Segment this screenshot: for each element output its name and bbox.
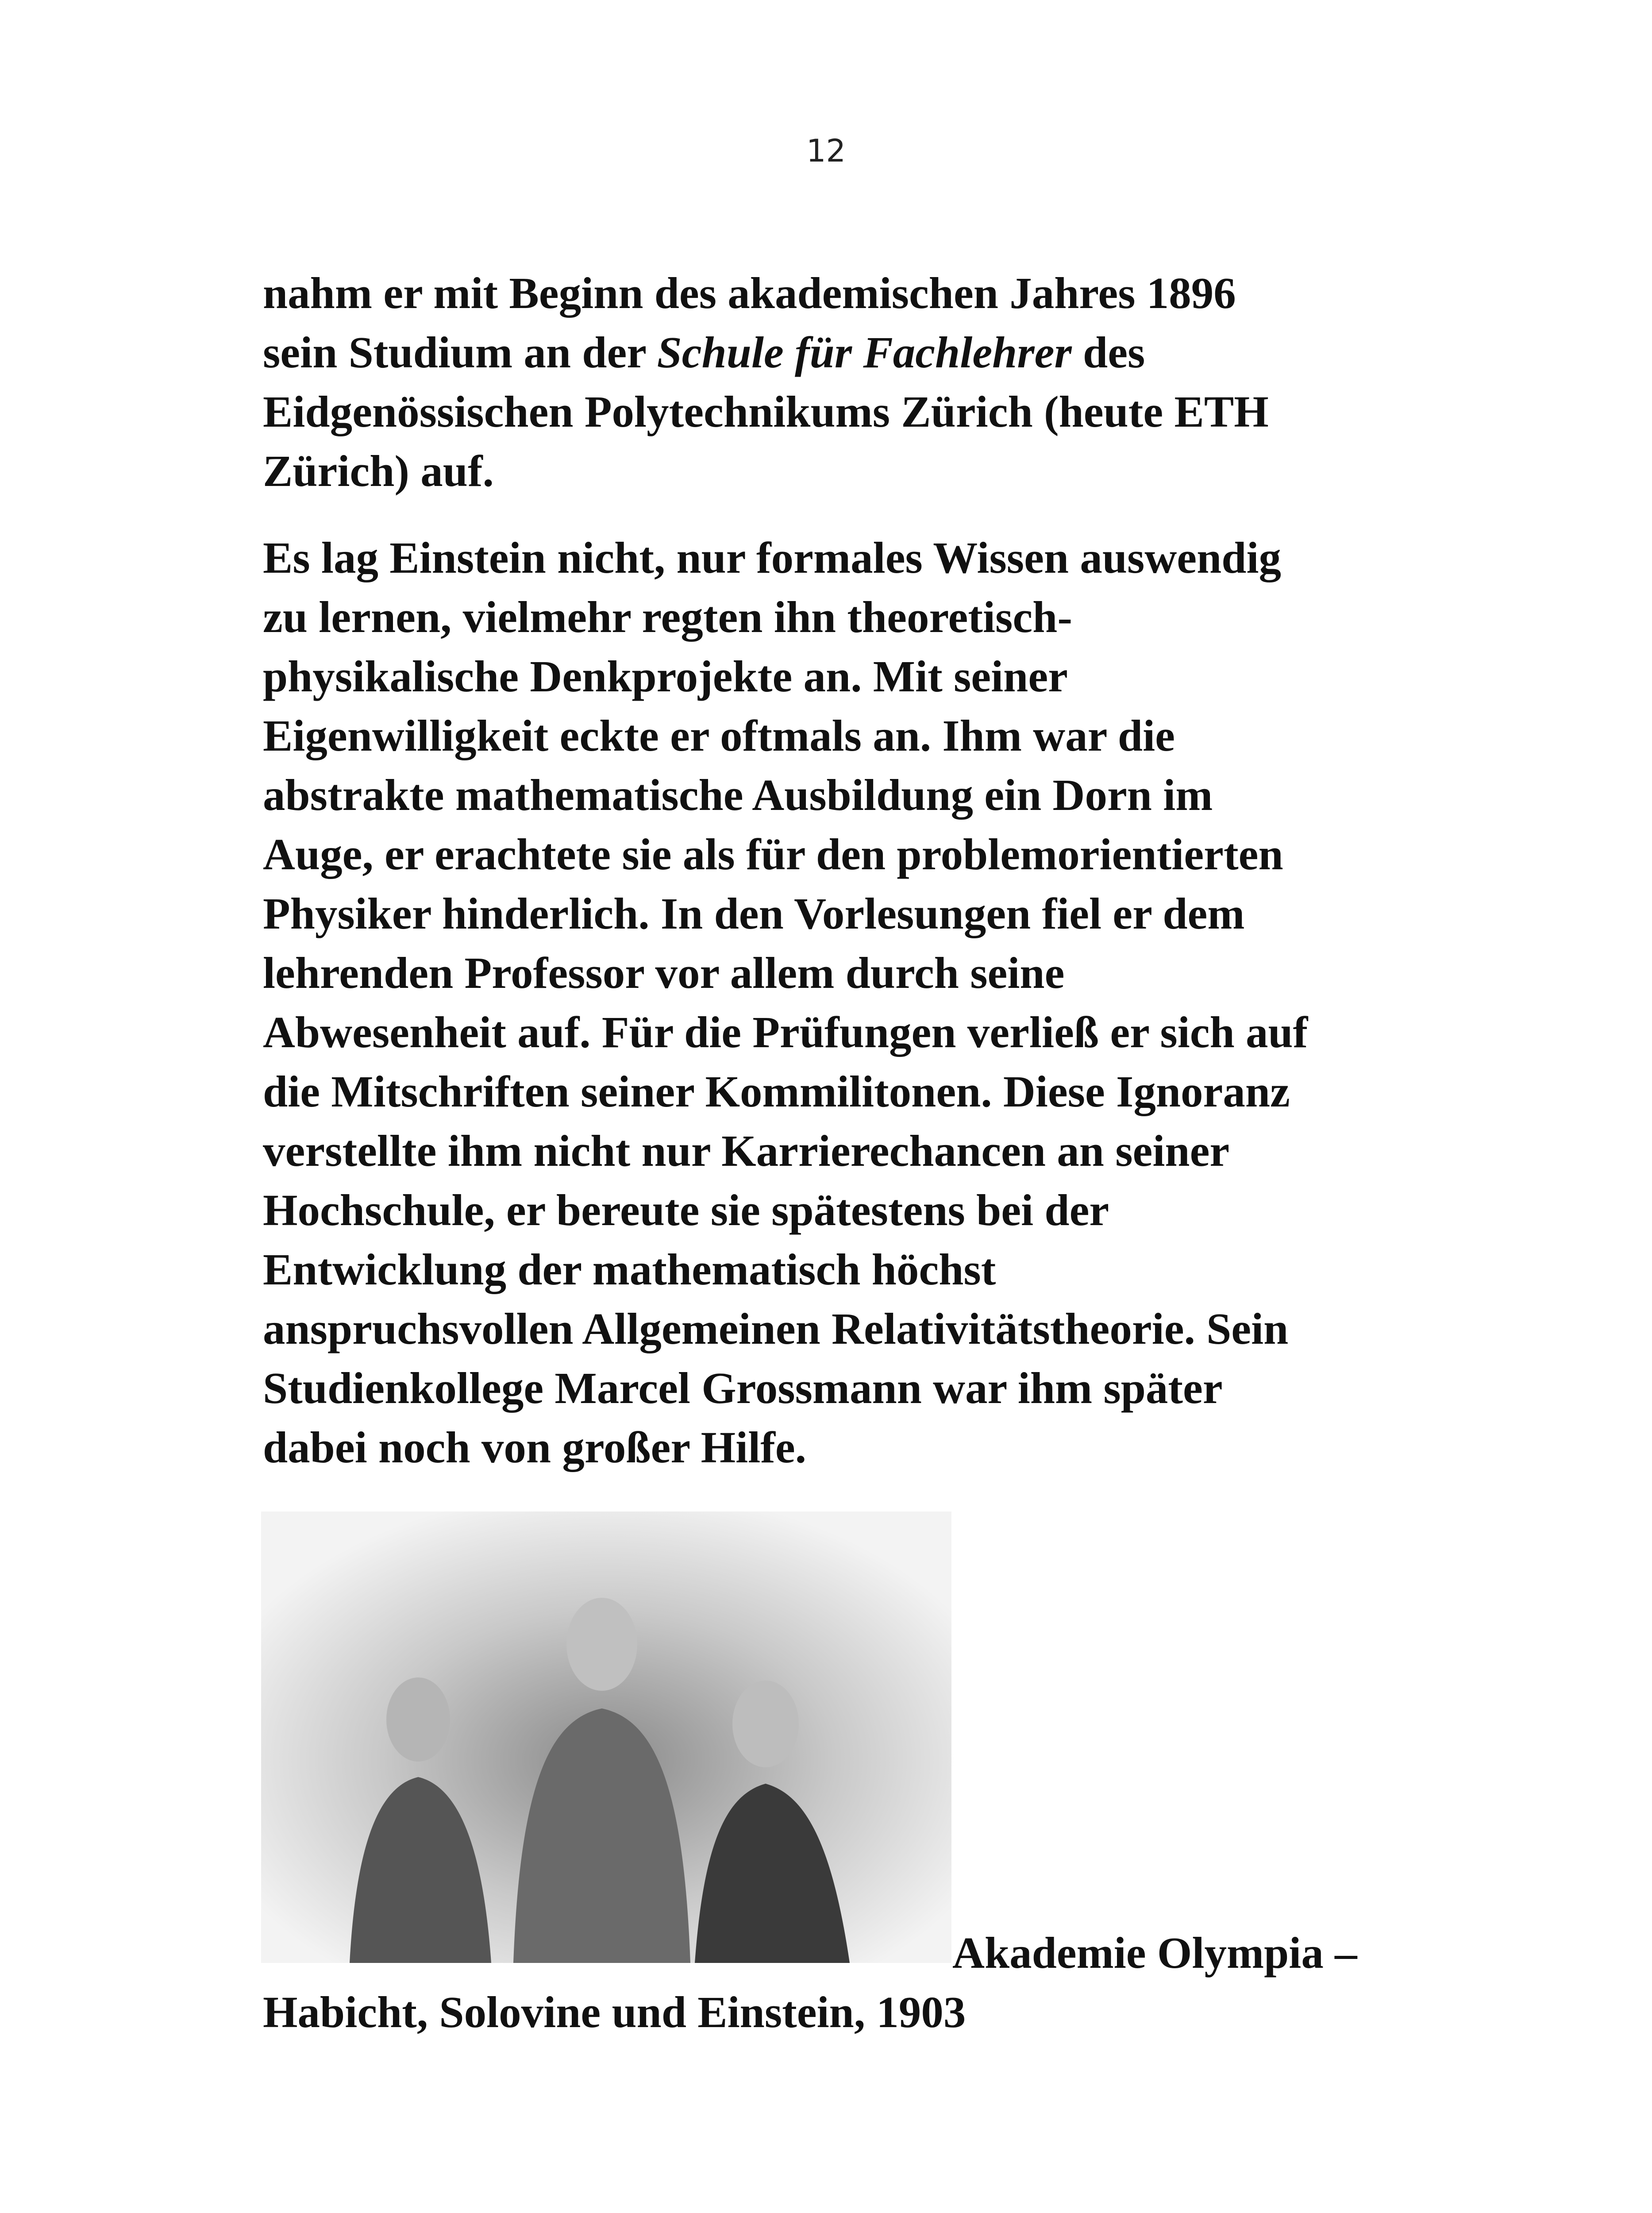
paragraph-2-line: anspruchsvollen Allgemeinen Relativitätstheorie. Sein: [263, 1304, 1289, 1353]
paragraph-2-line: Physiker hinderlich. In den Vorlesungen fiel er dem: [263, 889, 1245, 938]
italic-term: Schule für Fachlehrer: [657, 328, 1072, 377]
paragraph-1-line-2: [263, 326, 1145, 379]
paragraph-2-line: Auge, er erachtete sie als für den problemorientierten: [263, 829, 1283, 879]
paragraph-2-line: lehrenden Professor vor allem durch seine: [263, 948, 1065, 998]
paragraph-1-line-4: Zürich) auf.: [263, 446, 494, 496]
paragraph-2-line: zu lernen, vielmehr regten ihn theoretisch-: [263, 592, 1072, 642]
paragraph-2-line: Entwicklung der mathematisch höchst: [263, 1245, 996, 1294]
paragraph-2-line: die Mitschriften seiner Kommilitonen. Diese Ignoranz: [263, 1067, 1290, 1116]
paragraph-1-line-3: Eidgenössischen Polytechnikums Zürich (heute ETH: [263, 387, 1269, 436]
paragraph-2-line: dabei noch von großer Hilfe.: [263, 1423, 806, 1472]
photo-illustration: [261, 1511, 951, 1963]
text-span: sein Studium an der: [263, 328, 657, 377]
photo-caption-line-1: Akademie Olympia –: [952, 1928, 1357, 1978]
paragraph-2-line: Eigenwilligkeit eckte er oftmals an. Ihm war die: [263, 711, 1175, 760]
olympia-academy-photo: [261, 1511, 951, 1963]
paragraph-2-line: Es lag Einstein nicht, nur formales Wissen auswendig: [263, 533, 1282, 582]
paragraph-2-line: Abwesenheit auf. Für die Prüfungen verließ er sich auf: [263, 1007, 1308, 1057]
paragraph-2-line: abstrakte mathematische Ausbildung ein Dorn im: [263, 770, 1213, 820]
paragraph-2-line: verstellte ihm nicht nur Karrierechancen an seiner: [263, 1126, 1230, 1176]
page-number: 12: [806, 133, 846, 169]
paragraph-1-line-1: nahm er mit Beginn des akademischen Jahres 1896: [263, 268, 1236, 318]
text-span: des: [1071, 328, 1145, 377]
paragraph-2-line: Hochschule, er bereute sie spätestens bei der: [263, 1185, 1109, 1235]
paragraph-2-line: Studienkollege Marcel Grossmann war ihm später: [263, 1363, 1223, 1413]
photo-caption-line-2: Habicht, Solovine und Einstein, 1903: [263, 1987, 966, 2037]
paragraph-2-line: physikalische Denkprojekte an. Mit seiner: [263, 652, 1068, 701]
